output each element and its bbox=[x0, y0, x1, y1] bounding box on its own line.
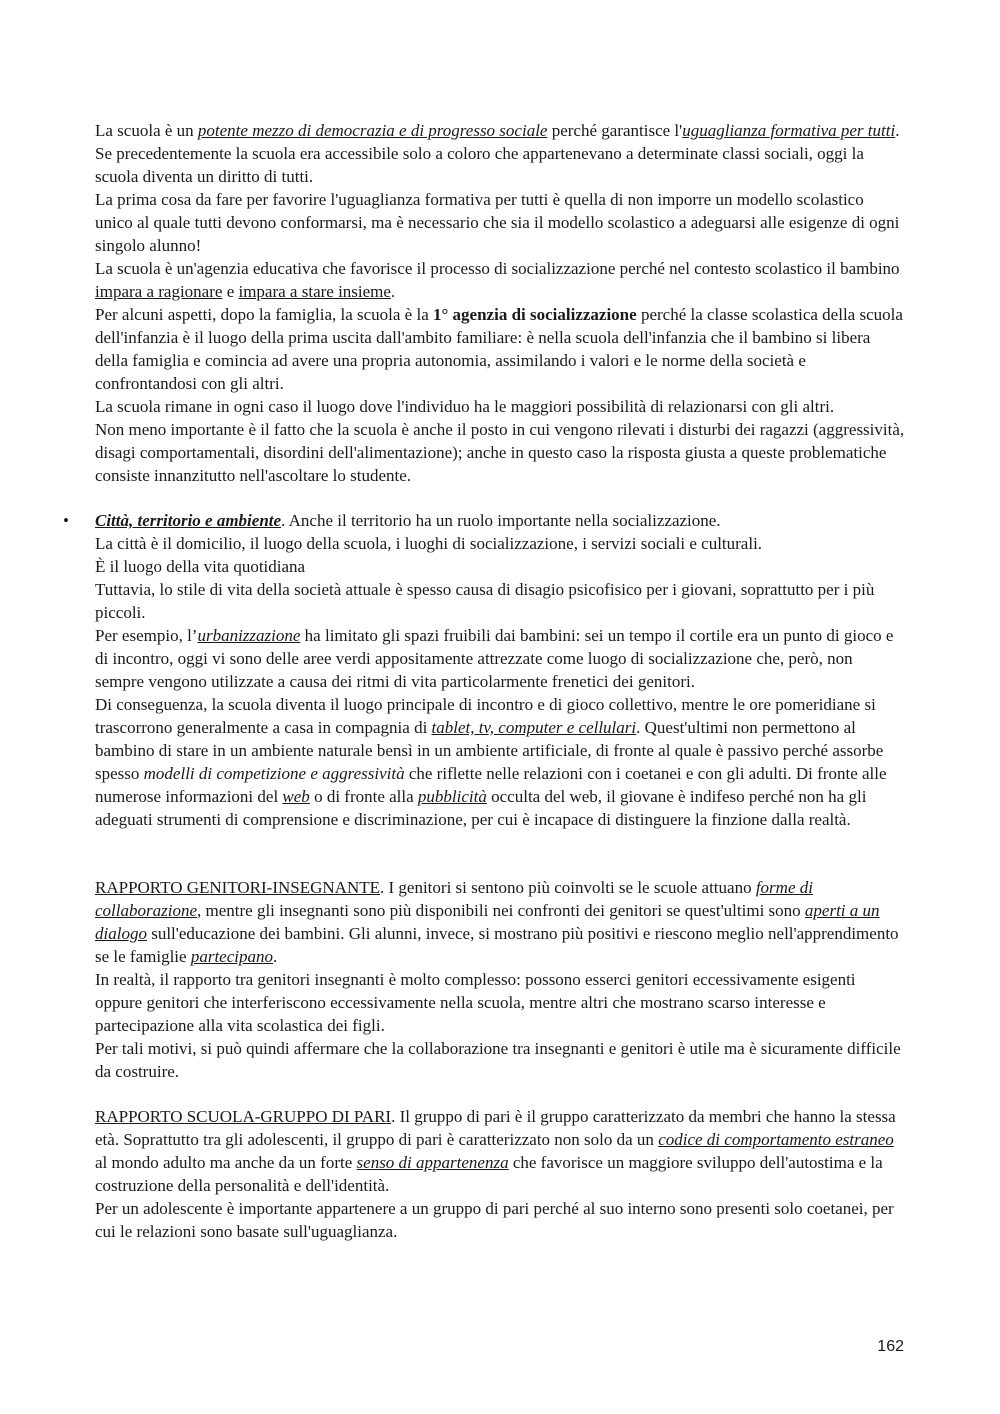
text: occulta del web, il giovane è indifeso perché non ha gli adeguati strumenti di comprensione e discriminazione, per cui è incapace di distinguere la finzione dalla realtà. bbox=[95, 787, 867, 829]
bullet-icon: • bbox=[63, 511, 69, 530]
text: Di conseguenza, la scuola diventa il luogo principale di incontro e di gioco collettivo, mentre le ore pomeridiane si trascorrono generalmente a casa in compagnia di bbox=[95, 695, 876, 737]
italic-text: modelli di competizione e aggressività bbox=[143, 764, 405, 783]
paragraph: La città è il domicilio, il luogo della scuola, i luoghi di socializzazione, i servizi sociali e culturali. bbox=[95, 534, 763, 553]
paragraph bbox=[95, 257, 905, 303]
text: perché la classe scolastica della scuola dell'infanzia è il luogo della prima uscita dall'ambito familiare: è nella scuola dell'infanzia che il bambino si libera della famiglia e comincia ad avere una propria autonomia, assimilando i valori e le norme della società e confrontandosi con gli altri. bbox=[95, 305, 903, 393]
emphasis: aperti a un dialogo bbox=[95, 901, 880, 943]
section-peer-group bbox=[95, 1105, 905, 1243]
text: Per alcuni aspetti, dopo la famiglia, la scuola è la bbox=[95, 305, 433, 324]
bold-text: 1° agenzia di socializzazione bbox=[433, 305, 637, 324]
emphasis: uguaglianza formativa per tutti bbox=[682, 121, 896, 140]
text: , mentre gli insegnanti sono più disponibili nei confronti dei genitori se quest'ultimi sono bbox=[197, 901, 805, 920]
text: Per esempio, l’ bbox=[95, 626, 198, 645]
section-parents-teachers bbox=[95, 876, 905, 1083]
text: . Anche il territorio ha un ruolo importante nella socializzazione. bbox=[281, 511, 721, 530]
paragraph: Se precedentemente la scuola era accessibile solo a coloro che appartenevano a determinate classi sociali, oggi la scuola diventa un diritto di tutti. bbox=[95, 144, 864, 186]
emphasis: codice di comportamento estraneo bbox=[658, 1130, 894, 1149]
emphasis: urbanizzazione bbox=[197, 626, 301, 645]
text: . bbox=[390, 282, 396, 301]
paragraph bbox=[95, 509, 905, 532]
section-heading: RAPPORTO SCUOLA-GRUPPO DI PARI bbox=[95, 1107, 392, 1126]
emphasis: forme di collaborazione bbox=[95, 878, 813, 920]
section-city-territory bbox=[63, 509, 905, 831]
text: . bbox=[895, 121, 900, 140]
emphasis: pubblicità bbox=[417, 787, 487, 806]
paragraph bbox=[95, 119, 905, 142]
text: . Quest'ultimi non permettono al bambino di stare in un ambiente naturale bensì in un ambiente artificiale, di fronte al quale è passivo perché assorbe spesso bbox=[95, 718, 884, 783]
text: ha limitato gli spazi fruibili dai bambini: sei un tempo il cortile era un punto di gioco e di incontro, oggi vi sono delle aree verdi appositamente attrezzate come luogo di socializzazione che, però, non sempre vengono utilizzate a causa dei ritmi di vita particolarmente frenetici dei genitori. bbox=[95, 626, 894, 691]
paragraph: La scuola rimane in ogni caso il luogo dove l'individuo ha le maggiori possibilità di relazionarsi con gli altri. bbox=[95, 397, 835, 416]
paragraph: Per un adolescente è importante appartenere a un gruppo di pari perché al suo interno sono presenti solo coetanei, per cui le relazioni sono basate sull'uguaglianza. bbox=[95, 1199, 894, 1241]
text: perché garantisce l' bbox=[547, 121, 683, 140]
paragraph: È il luogo della vita quotidiana bbox=[95, 557, 306, 576]
paragraph bbox=[95, 1105, 905, 1197]
emphasis: web bbox=[282, 787, 310, 806]
text: che favorisce un maggiore sviluppo dell'autostima e la costruzione della personalità e dell'identità. bbox=[95, 1153, 883, 1195]
paragraph bbox=[95, 693, 905, 831]
paragraph bbox=[95, 624, 905, 693]
paragraph bbox=[95, 876, 905, 968]
text: La scuola è un bbox=[95, 121, 198, 140]
emphasis: tablet, tv, computer e cellulari bbox=[431, 718, 637, 737]
section-school-democracy bbox=[95, 119, 905, 487]
section-heading: RAPPORTO GENITORI-INSEGNANTE bbox=[95, 878, 380, 897]
text: che riflette nelle relazioni con i coetanei e con gli adulti. Di fronte alle numerose informazioni del bbox=[95, 764, 887, 806]
text: sull'educazione dei bambini. Gli alunni, invece, si mostrano più positivi e riescono meglio nell'apprendimento se le famiglie bbox=[95, 924, 899, 966]
text: . I genitori si sentono più coinvolti se le scuole attuano bbox=[380, 878, 756, 897]
emphasis: potente mezzo di democrazia e di progresso sociale bbox=[197, 121, 548, 140]
paragraph bbox=[95, 303, 905, 395]
page-number: 162 bbox=[877, 1338, 904, 1355]
paragraph: Per tali motivi, si può quindi affermare che la collaborazione tra insegnanti e genitori è utile ma è sicuramente difficile da costruire. bbox=[95, 1039, 901, 1081]
emphasis: partecipano bbox=[190, 947, 273, 966]
text: o di fronte alla bbox=[309, 787, 418, 806]
text: al mondo adulto ma anche da un forte bbox=[95, 1153, 357, 1172]
paragraph: Tuttavia, lo stile di vita della società attuale è spesso causa di disagio psicofisico per i giovani, soprattutto per i più piccoli. bbox=[95, 580, 875, 622]
bullet-heading: Città, territorio e ambiente bbox=[95, 511, 282, 530]
text: . bbox=[272, 947, 278, 966]
emphasis: impara a ragionare bbox=[95, 282, 223, 301]
paragraph: La prima cosa da fare per favorire l'uguaglianza formativa per tutti è quella di non imporre un modello scolastico unico al quale tutti devono conformarsi, ma è necessario che sia il modello scolastico a adeguarsi alle esigenze di ogni singolo alunno! bbox=[95, 190, 900, 255]
emphasis: senso di appartenenza bbox=[356, 1153, 509, 1172]
text: . Il gruppo di pari è il gruppo caratterizzato da membri che hanno la stessa età. Soprattutto tra gli adolescenti, il gruppo di pari è caratterizzato non solo da un bbox=[95, 1107, 896, 1149]
text: La scuola è un'agenzia educativa che favorisce il processo di socializzazione perché nel contesto scolastico il bambino bbox=[95, 259, 900, 278]
emphasis: impara a stare insieme bbox=[238, 282, 391, 301]
paragraph: In realtà, il rapporto tra genitori insegnanti è molto complesso: possono esserci genitori eccessivamente esigenti oppure genitori che interferiscono eccessivamente nella scuola, mentre altri che mostrano scarso interesse e partecipazione alla vita scolastica dei figli. bbox=[95, 970, 856, 1035]
paragraph: Non meno importante è il fatto che la scuola è anche il posto in cui vengono rilevati i disturbi dei ragazzi (aggressività, disagi comportamentali, disordini dell'alimentazione); anche in questo caso la risposta giusta a queste problematiche consiste innanzitutto nell'ascoltare lo studente. bbox=[95, 420, 905, 485]
text: e bbox=[222, 282, 239, 301]
